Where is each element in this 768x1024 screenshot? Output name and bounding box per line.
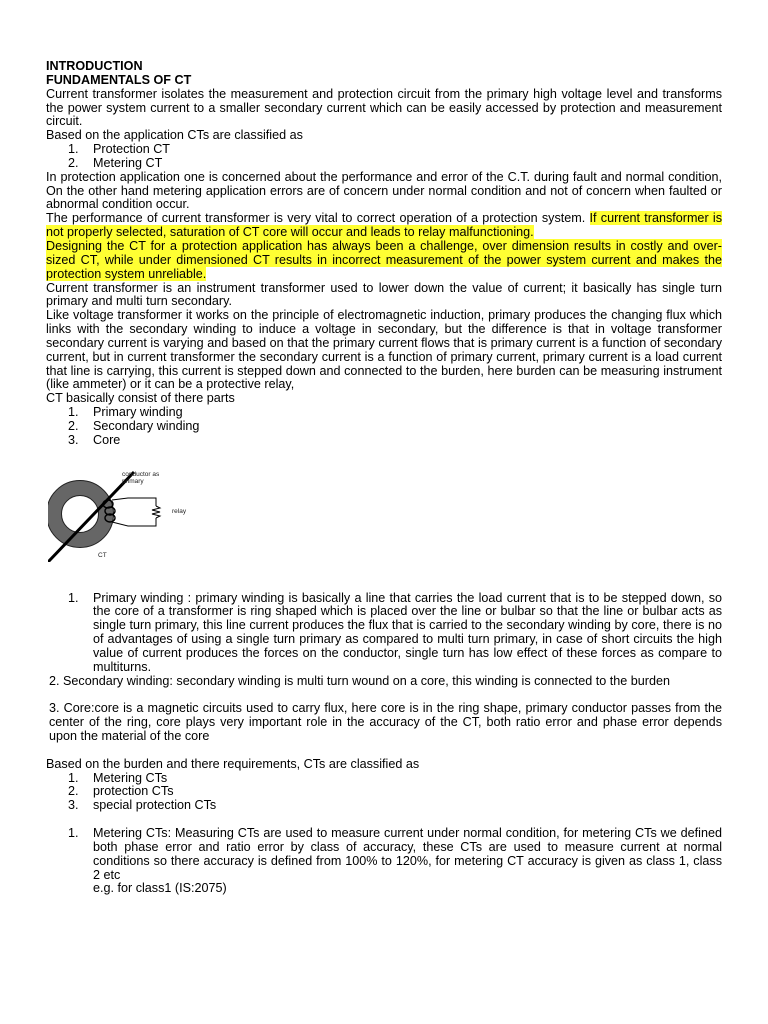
secondary-lead-bottom [112,518,156,526]
list-item: 2. Secondary winding [68,418,200,433]
paragraph-parts-intro: CT basically consist of there parts [46,391,235,406]
paragraph-instrument-transformer: Current transformer is an instrument transformer used to lower down the value of current; it basically has single turn primary and multi turn secondary. [46,280,722,309]
item-metering-cts: 1. Metering CTs: Measuring CTs are used to measure current under normal condition, for metering CTs we defined both phase error and ratio error by class of accuracy, these CTs are used to measure current at normal conditions so there accuracy is defined from 100% to 120%, for metering CT accuracy is given as class 1, class 2 etc e.g. for class1 (IS:2075) [68,825,722,896]
secondary-lead-top [112,498,156,506]
list-ct-classes [46,772,722,814]
item-core: 3. Core:core is a magnetic circuits used to carry flux, here core is in the ring shape, primary conductor passes from the center of the ring, core plays very important role in the accuracy of the CT, both ratio error and phase error depends upon the material of the core [49,701,722,744]
spacer [46,689,722,703]
list-item: 1. Primary winding [68,405,183,420]
list-item: 1. Metering CTs [68,770,168,785]
list-item: 2. Metering CT [68,155,163,170]
paragraph-ct-isolation: Current transformer isolates the measurement and protection circuit from the primary high voltage level and transforms the power system current to a smaller secondary current which can be easily accessed by protection and measurement circuit. [46,86,722,129]
figure-label-conductor: conductor as primary [122,470,160,485]
list-application-types [46,143,722,171]
list-item: 1. Protection CT [68,142,170,157]
spacer [46,813,722,827]
paragraph-performance: The performance of current transformer is very vital to correct operation of a protection system. If current transformer is not properly selected, saturation of CT core will occur and leads to relay malfunctioning. [46,211,722,240]
highlighted-text: Designing the CT for a protection application has always been a challenge, over dimension results in costly and over-sized CT, while under dimensioned CT results in incorrect measurement of the power system current and makes the protection system unreliable. [46,238,722,281]
list-item: 2. protection CTs [68,784,174,799]
paragraph-classification-intro: Based on the application CTs are classified as [46,128,303,143]
figure-label-relay: relay [172,507,187,515]
list-ct-parts [46,406,722,448]
paragraph-electromagnetic-induction: Like voltage transformer it works on the principle of electromagnetic induction, primary produces the changing flux which links with the secondary winding to induce a voltage in secondary, but the difference is that in voltage transformer secondary current is varying and based on that the primary current flows that is primary current is a function of secondary current, but in current transformer the secondary current is a function of primary current, primary current is a load current that line is carrying, this current is stepped down and connected to the burden, here burden can be measuring instrument (like ammeter) or it can be a protective relay, [46,308,722,392]
heading-fundamentals: FUNDAMENTALS OF CT [46,72,192,87]
highlighted-text: If current transformer is not properly selected, saturation of CT core will occur and leads to relay malfunctioning. [46,211,722,240]
list-item: 3. Core [68,432,121,447]
paragraph-burden-classification: Based on the burden and there requirements, CTs are classified as [46,756,420,771]
document-body [46,60,722,896]
figure-label-ct: CT [98,551,107,559]
list-item: 3. special protection CTs [68,798,217,813]
example-text: e.g. for class1 (IS:2075) [93,881,227,896]
paragraph-design-challenge [46,240,722,282]
spacer [46,744,722,758]
item-secondary-winding: 2. Secondary winding: secondary winding is multi turn wound on a core, this winding is connected to the burden [49,673,670,688]
item-primary-winding: 1. Primary winding : primary winding is basically a line that carries the load current that is to be stepped down, so the core of a transformer is ring shaped which is placed over the line or bulbar so that the line or bulbar acts as single turn primary, this line current produces the flux that is carried to the secondary winding by core, there is no of advantages of using a single turn primary as compared to multi turn primary, in case of short circuits the high value of current produces the forces on the conductor, single turn has low effect of these forces as compare to multiturns. [68,590,722,674]
ct-diagram [48,470,248,562]
heading-introduction: INTRODUCTION [46,59,143,73]
relay-coil [152,506,160,518]
paragraph-protection-vs-metering: In protection application one is concerned about the performance and error of the C.T. during fault and normal condition, On the other hand metering application errors are of concern under normal condition and not of concern when faulted or abnormal condition occur. [46,169,722,212]
